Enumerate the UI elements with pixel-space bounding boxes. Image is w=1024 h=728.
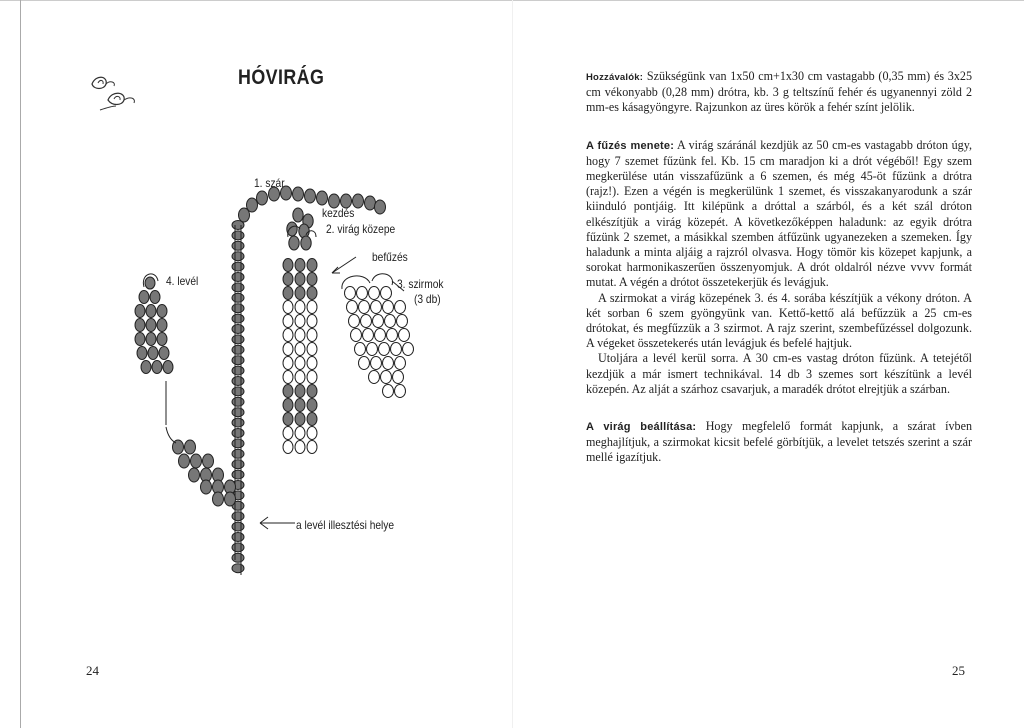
center-bead	[287, 222, 297, 236]
stem-bead	[232, 470, 244, 479]
leaf-bead	[146, 319, 156, 332]
label-petals: 3. szirmok	[397, 277, 444, 291]
stem-bead	[232, 408, 244, 417]
stem-bead	[232, 345, 244, 354]
petal-bead	[369, 287, 380, 300]
petal-bead	[391, 343, 402, 356]
leaf-bead	[213, 492, 224, 506]
center-bead	[307, 301, 317, 314]
stem-bead	[232, 304, 244, 313]
instructions-column	[586, 69, 972, 466]
stem-top-bead	[257, 191, 268, 205]
center-bead	[295, 343, 305, 356]
petal-bead	[383, 357, 394, 370]
leaf-bead	[135, 305, 145, 318]
center-bead	[295, 315, 305, 328]
stem-bead	[232, 429, 244, 438]
materials-paragraph	[586, 69, 972, 116]
petal-bead	[349, 315, 360, 328]
leaf-bead	[157, 333, 167, 346]
center-bead	[295, 441, 305, 454]
page-number-left: 24	[86, 663, 99, 678]
center-bead	[283, 259, 293, 272]
petal-bead	[369, 371, 380, 384]
leaf-bead	[148, 347, 158, 360]
page-number-right: 25	[952, 663, 965, 678]
petal-bead	[385, 315, 396, 328]
leaf-bead	[191, 454, 202, 468]
center-bead	[295, 259, 305, 272]
center-bead	[295, 301, 305, 314]
stem-bead	[232, 231, 244, 240]
center-bead	[283, 385, 293, 398]
petal-bead	[357, 287, 368, 300]
leaf-bead	[159, 347, 169, 360]
stem-bead	[232, 335, 244, 344]
stem-bead	[232, 522, 244, 531]
center-bead	[283, 315, 293, 328]
center-bead	[283, 357, 293, 370]
leaf-bead	[135, 319, 145, 332]
center-bead	[293, 208, 303, 222]
stem-bead	[232, 512, 244, 521]
leaf-wire	[166, 427, 176, 443]
stem-bead	[232, 252, 244, 261]
label-stem: 1. szár	[254, 176, 285, 190]
process-heading: A fűzés menete:	[586, 139, 675, 152]
stem-bead	[232, 262, 244, 271]
center-bead	[307, 427, 317, 440]
stem-top-bead	[247, 198, 258, 212]
center-bead	[307, 357, 317, 370]
materials-text: Szükségünk van 1x50 cm+1x30 cm vastagabb (0,35 mm) és 3x25 cm vékonyabb (0,28 mm) drótra, kb. 3 g teltszínű fehér és ugyanennyi zöld 2 mm-es kásagyöngyre. Rajzunkon az üres körök a fehér színt jelölik.	[586, 69, 972, 115]
center-bead	[283, 413, 293, 426]
leaf-bead	[141, 361, 151, 374]
stem-bead	[232, 366, 244, 375]
petal-bead	[347, 301, 358, 314]
label-leaf-attach: a levél illesztési helye	[296, 518, 395, 532]
petal-bead	[403, 343, 414, 356]
stem-top-bead	[365, 196, 376, 210]
center-bead	[307, 441, 317, 454]
stem-bead	[232, 553, 244, 562]
stem-bead	[232, 314, 244, 323]
center-bead	[283, 371, 293, 384]
snowdrop-ornament-icon	[86, 70, 146, 114]
book-spine	[512, 0, 513, 728]
leaf-bead	[157, 305, 167, 318]
leaf-bead	[152, 361, 162, 374]
petal-bead	[355, 343, 366, 356]
leaf-bead	[201, 480, 212, 494]
petal-wire-loop	[372, 274, 393, 285]
leaf-bead	[137, 347, 147, 360]
center-bead	[307, 413, 317, 426]
process-text-1: A virág száránál kezdjük az 50 cm-es vastagabb dróton úgy, hogy 7 szemet fűzünk fel. Kb. 15 cm maradjon ki a drót végéből! Egy szem megkerülése után visszafűzünk a 6 szemen, és még 45-öt fűzünk a drótra (rajz!). Ezen a végén is megkerülünk 1 szemet, és visszakanyarodunk a szár kiinduló pontjáig. Itt kilépünk a dróttal a szárból, és a két szál dróton elkészítjük a virág közepét. A következőképpen haladunk: az egyik drótra fűzünk 2 szemet, a másikkal szemben átfűzünk ugyanezeken a szemeken. Így haladunk a minta aljáig a rajzról olvasva. Hogy tömör kis közepet kapjunk, a sorokat harmonikaszerűen összenyomjuk. A drót oldalról nézve vvvv formát mutat. A végén a drótot összetekerjük és levágjuk.	[586, 137, 973, 290]
center-bead	[295, 287, 305, 300]
petal-bead	[381, 371, 392, 384]
petal-bead	[371, 357, 382, 370]
petal-bead	[381, 287, 392, 300]
stem-bead	[232, 283, 244, 292]
stem-bead	[232, 293, 244, 302]
petal-bead	[383, 301, 394, 314]
leaf-bead	[225, 492, 236, 506]
center-bead	[289, 236, 299, 250]
center-bead	[295, 273, 305, 286]
process-paragraph-2: A szirmokat a virág közepének 3. és 4. sorába készítjük a vékony dróton. A két sorban 6 szem gyöngyünk van. Kettő-kettő alá befűzzük a 25 cm-es drótokat, és megfűzzük a 3 szirmot. A rajz szerint, szembefűzéssel dolgozunk. A végeket összetekerés után levágjuk és befelé hajtjuk.	[586, 290, 972, 351]
stem-bead	[232, 460, 244, 469]
petal-bead	[395, 301, 406, 314]
petal-bead	[375, 329, 386, 342]
center-bead	[283, 329, 293, 342]
page-edge-line	[20, 0, 21, 728]
petal-bead	[345, 287, 356, 300]
petal-wire-loop	[342, 276, 370, 289]
leaf-bead	[157, 319, 167, 332]
petal-bead	[359, 357, 370, 370]
leaf-bead	[163, 361, 173, 374]
stem-bead	[232, 356, 244, 365]
petal-bead	[393, 371, 404, 384]
leaf-bead	[150, 291, 160, 304]
petal-bead	[383, 385, 394, 398]
leaf-bead	[139, 291, 149, 304]
label-petals-count: (3 db)	[414, 292, 441, 306]
stem-bead	[232, 418, 244, 427]
petal-bead	[399, 329, 410, 342]
stem-bead	[232, 533, 244, 542]
petal-bead	[373, 315, 384, 328]
stem-bead	[232, 397, 244, 406]
setting-paragraph	[586, 419, 972, 466]
center-bead	[307, 399, 317, 412]
setting-heading: A virág beállítása:	[586, 421, 697, 434]
stem-top-bead	[305, 189, 316, 203]
leaf-bead	[146, 305, 156, 318]
center-bead	[283, 399, 293, 412]
leaf-bead	[203, 454, 214, 468]
center-bead	[295, 329, 305, 342]
stem-bead	[232, 241, 244, 250]
center-bead	[295, 399, 305, 412]
stem-bead	[232, 377, 244, 386]
label-center: 2. virág közepe	[326, 222, 396, 236]
center-bead	[307, 329, 317, 342]
petal-bead	[367, 343, 378, 356]
petal-bead	[351, 329, 362, 342]
center-bead	[307, 343, 317, 356]
leaf-bead	[189, 468, 200, 482]
center-bead	[283, 301, 293, 314]
leaf-bead	[135, 333, 145, 346]
center-bead	[283, 273, 293, 286]
petal-bead	[395, 385, 406, 398]
stem-bead	[232, 273, 244, 282]
leaf-bead	[185, 440, 196, 454]
center-bead	[283, 427, 293, 440]
stem-bead	[232, 325, 244, 334]
stem-bead	[232, 449, 244, 458]
center-bead	[295, 385, 305, 398]
petal-bead	[387, 329, 398, 342]
stem-top-bead	[317, 191, 328, 205]
center-bead	[307, 273, 317, 286]
center-bead	[307, 259, 317, 272]
petal-bead	[359, 301, 370, 314]
label-threading: befűzés	[372, 250, 408, 264]
petal-bead	[379, 343, 390, 356]
center-bead	[301, 236, 311, 250]
leaf-bead	[179, 454, 190, 468]
setting-text: Hogy megfelelő formát kapjunk, a szárat ívben meghajlítjuk, a szirmokat kicsit befelé görbítjük, a levelet tetszés szerint a szár mellé igazítjuk.	[586, 419, 972, 465]
center-bead	[307, 315, 317, 328]
center-bead	[307, 385, 317, 398]
center-bead	[295, 413, 305, 426]
stem-bead	[232, 543, 244, 552]
leaf-bead	[145, 277, 155, 289]
center-bead	[283, 287, 293, 300]
threading-arrow	[332, 257, 356, 273]
petal-bead	[361, 315, 372, 328]
center-bead	[295, 371, 305, 384]
center-bead	[283, 343, 293, 356]
petal-bead	[363, 329, 374, 342]
process-paragraph-1	[586, 138, 972, 291]
materials-heading: Hozzávalók:	[586, 72, 644, 83]
stem-bead	[232, 387, 244, 396]
center-bead	[307, 287, 317, 300]
leaf-bead	[146, 333, 156, 346]
center-bead	[295, 427, 305, 440]
label-leaf: 4. levél	[166, 274, 199, 288]
stem-top-bead	[375, 200, 386, 214]
petal-bead	[395, 357, 406, 370]
stem-top-bead	[293, 187, 304, 201]
center-bead	[307, 371, 317, 384]
center-bead	[283, 441, 293, 454]
stem-bead	[232, 439, 244, 448]
process-paragraph-3: Utoljára a levél kerül sorra. A 30 cm-es vastag dróton fűzünk. A tetejétől kezdjük a már ismert technikával. 14 db 3 szemes sort készítünk a levél közepén. Az alját a szárhoz csavarjuk, a maradék drótot elrejtjük a szárban.	[586, 351, 972, 396]
stem-bead	[232, 564, 244, 573]
petal-bead	[397, 315, 408, 328]
page-title: HÓVIRÁG	[238, 66, 325, 89]
label-start: kezdés	[322, 206, 355, 220]
petal-bead	[371, 301, 382, 314]
center-bead	[295, 357, 305, 370]
